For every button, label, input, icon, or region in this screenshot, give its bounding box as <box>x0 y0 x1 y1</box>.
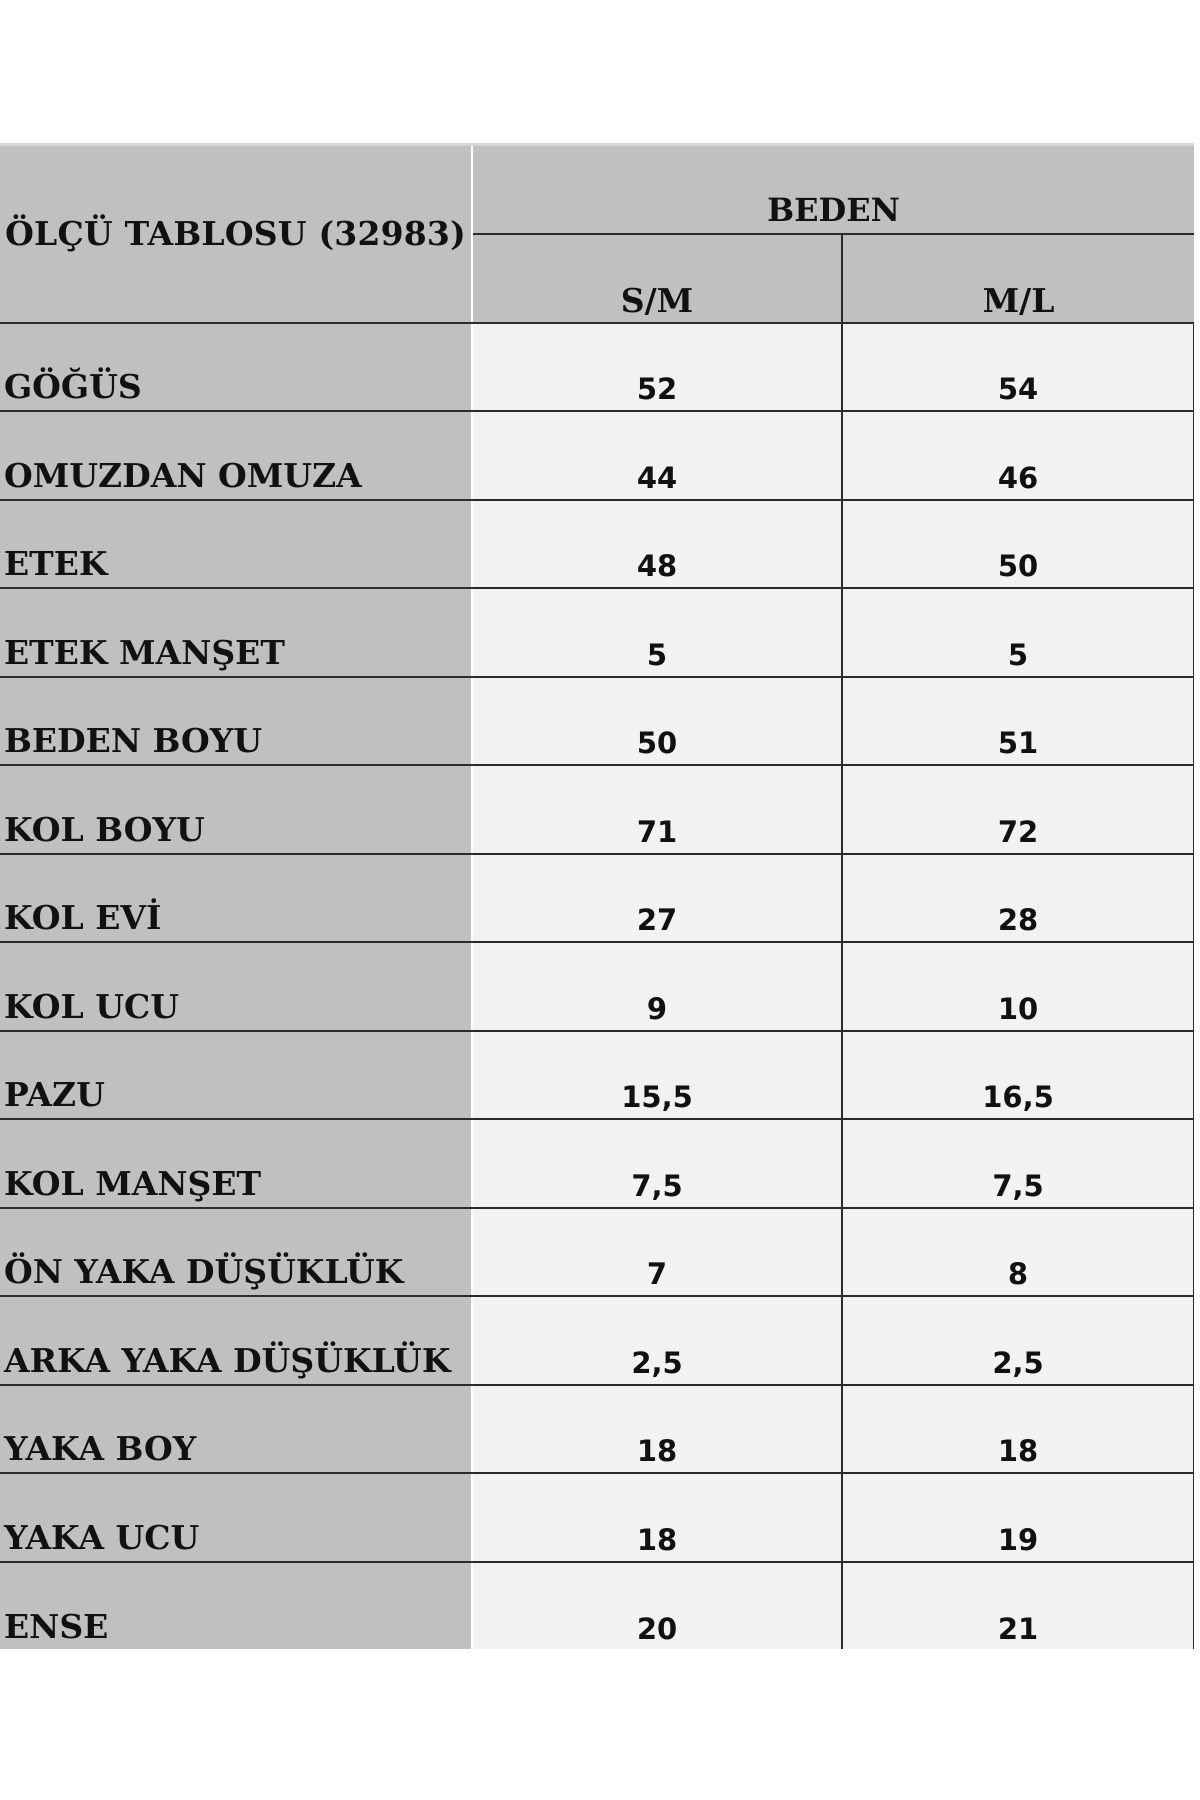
value-ml: 2,5 <box>842 1296 1194 1385</box>
table-row <box>0 765 1194 854</box>
table-row <box>0 677 1194 766</box>
measurement-label: ENSE <box>0 1562 472 1650</box>
value-ml: 72 <box>842 765 1194 854</box>
table-row <box>0 500 1194 589</box>
table-row <box>0 1031 1194 1120</box>
value-ml: 51 <box>842 677 1194 766</box>
value-sm: 44 <box>472 411 842 500</box>
table-row <box>0 1296 1194 1385</box>
measurement-label: ETEK MANŞET <box>0 588 472 677</box>
value-sm: 7 <box>472 1208 842 1297</box>
value-sm: 52 <box>472 323 842 412</box>
value-sm: 9 <box>472 942 842 1031</box>
size-chart <box>0 143 1194 1649</box>
value-ml: 16,5 <box>842 1031 1194 1120</box>
measurement-label: KOL UCU <box>0 942 472 1031</box>
table-row <box>0 323 1194 412</box>
value-ml: 7,5 <box>842 1119 1194 1208</box>
value-ml: 50 <box>842 500 1194 589</box>
measurement-label: ARKA YAKA DÜŞÜKLÜK <box>0 1296 472 1385</box>
measurement-label: KOL MANŞET <box>0 1119 472 1208</box>
value-ml: 8 <box>842 1208 1194 1297</box>
measurement-label: ÖN YAKA DÜŞÜKLÜK <box>0 1208 472 1297</box>
value-ml: 10 <box>842 942 1194 1031</box>
size-group-header: BEDEN <box>472 145 1194 234</box>
table-row <box>0 1208 1194 1297</box>
measurement-label: GÖĞÜS <box>0 323 472 412</box>
value-sm: 15,5 <box>472 1031 842 1120</box>
table-row <box>0 854 1194 943</box>
value-ml: 54 <box>842 323 1194 412</box>
table-row <box>0 411 1194 500</box>
value-ml: 5 <box>842 588 1194 677</box>
value-sm: 48 <box>472 500 842 589</box>
measurement-label: PAZU <box>0 1031 472 1120</box>
measurement-label: YAKA UCU <box>0 1473 472 1562</box>
size-header-ml: M/L <box>842 234 1194 323</box>
table-row <box>0 1473 1194 1562</box>
measurement-label: KOL EVİ <box>0 854 472 943</box>
value-sm: 5 <box>472 588 842 677</box>
value-ml: 28 <box>842 854 1194 943</box>
value-ml: 18 <box>842 1385 1194 1474</box>
value-sm: 18 <box>472 1473 842 1562</box>
size-header-sm: S/M <box>472 234 842 323</box>
measurement-label: KOL BOYU <box>0 765 472 854</box>
value-sm: 2,5 <box>472 1296 842 1385</box>
table-title: ÖLÇÜ TABLOSU (32983) <box>0 145 472 323</box>
value-sm: 18 <box>472 1385 842 1474</box>
table-row <box>0 1562 1194 1650</box>
measurement-label: BEDEN BOYU <box>0 677 472 766</box>
measurement-label: OMUZDAN OMUZA <box>0 411 472 500</box>
table-row <box>0 942 1194 1031</box>
table-row <box>0 1385 1194 1474</box>
measurement-label: YAKA BOY <box>0 1385 472 1474</box>
header-row-top <box>0 145 1194 234</box>
value-sm: 50 <box>472 677 842 766</box>
table-row <box>0 1119 1194 1208</box>
value-ml: 46 <box>842 411 1194 500</box>
value-ml: 19 <box>842 1473 1194 1562</box>
value-sm: 27 <box>472 854 842 943</box>
value-sm: 71 <box>472 765 842 854</box>
value-sm: 20 <box>472 1562 842 1650</box>
value-sm: 7,5 <box>472 1119 842 1208</box>
value-ml: 21 <box>842 1562 1194 1650</box>
measurement-label: ETEK <box>0 500 472 589</box>
size-table <box>0 143 1194 1649</box>
table-body <box>0 323 1194 1650</box>
table-row <box>0 588 1194 677</box>
